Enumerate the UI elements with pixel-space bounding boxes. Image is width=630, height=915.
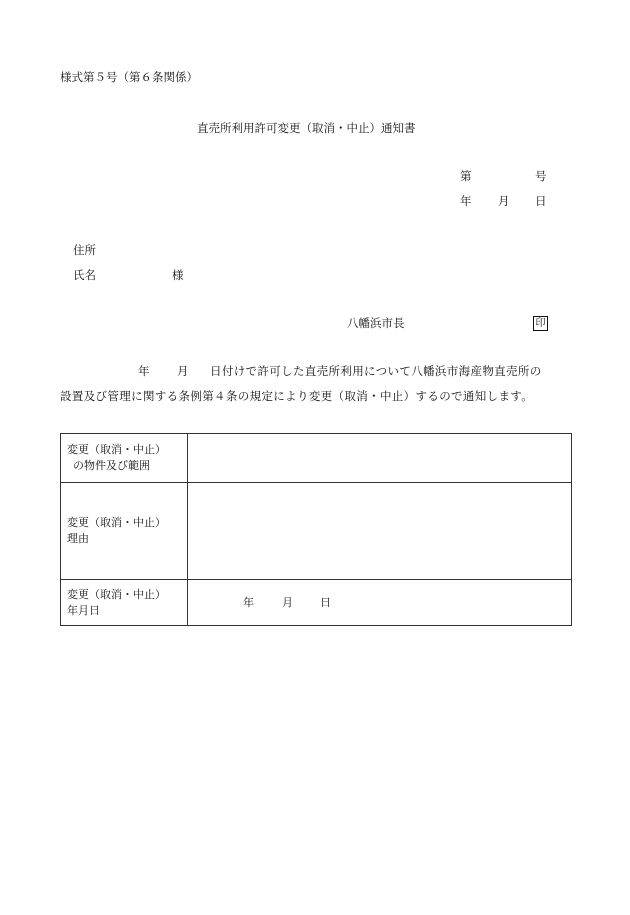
row-label-line2: 理由 xyxy=(67,532,89,545)
change-date-year: 年 xyxy=(243,595,254,609)
row-label-line2: 年月日 xyxy=(67,603,100,617)
recipient-address-label: 住所 xyxy=(73,243,96,257)
table-row xyxy=(61,580,572,626)
property-range-field[interactable] xyxy=(188,434,572,483)
change-date-month: 月 xyxy=(282,595,293,609)
reason-field[interactable] xyxy=(188,483,572,580)
table-row xyxy=(61,434,572,483)
body-year: 年 xyxy=(138,364,150,378)
row-label-reason xyxy=(61,483,188,580)
row-label-line1: 変更（取消・中止） xyxy=(67,516,166,529)
notice-number-suffix: 号 xyxy=(535,169,547,183)
seal-icon: 印 xyxy=(533,316,548,331)
change-date-field[interactable] xyxy=(188,580,572,626)
change-details-table xyxy=(60,433,572,626)
recipient-name-label: 氏名 xyxy=(73,268,96,282)
row-label-date xyxy=(61,580,188,626)
table-row xyxy=(61,483,572,580)
issue-date-day: 日 xyxy=(535,194,547,208)
issue-date-month: 月 xyxy=(498,194,510,208)
document-title: 直売所利用許可変更（取消・中止）通知書 xyxy=(197,121,416,135)
row-label-line1: 変更（取消・中止） xyxy=(67,587,166,601)
issue-date-year: 年 xyxy=(460,194,472,208)
change-date-day: 日 xyxy=(320,595,331,609)
row-label-line2: の物件及び範囲 xyxy=(73,459,150,472)
row-label-property xyxy=(61,434,188,483)
body-line1: 日付けで許可した直売所利用について八幡浜市海産物直売所の xyxy=(210,364,542,378)
issuer-title: 八幡浜市長 xyxy=(347,316,405,330)
row-label-line1: 変更（取消・中止） xyxy=(67,443,166,456)
notice-number-prefix: 第 xyxy=(460,169,472,183)
body-month: 月 xyxy=(177,364,189,378)
recipient-honorific: 様 xyxy=(172,268,184,282)
body-line2: 設置及び管理に関する条例第４条の規定により変更（取消・中止）するので通知します。 xyxy=(60,389,534,403)
form-number: 様式第５号（第６条関係） xyxy=(60,70,198,84)
